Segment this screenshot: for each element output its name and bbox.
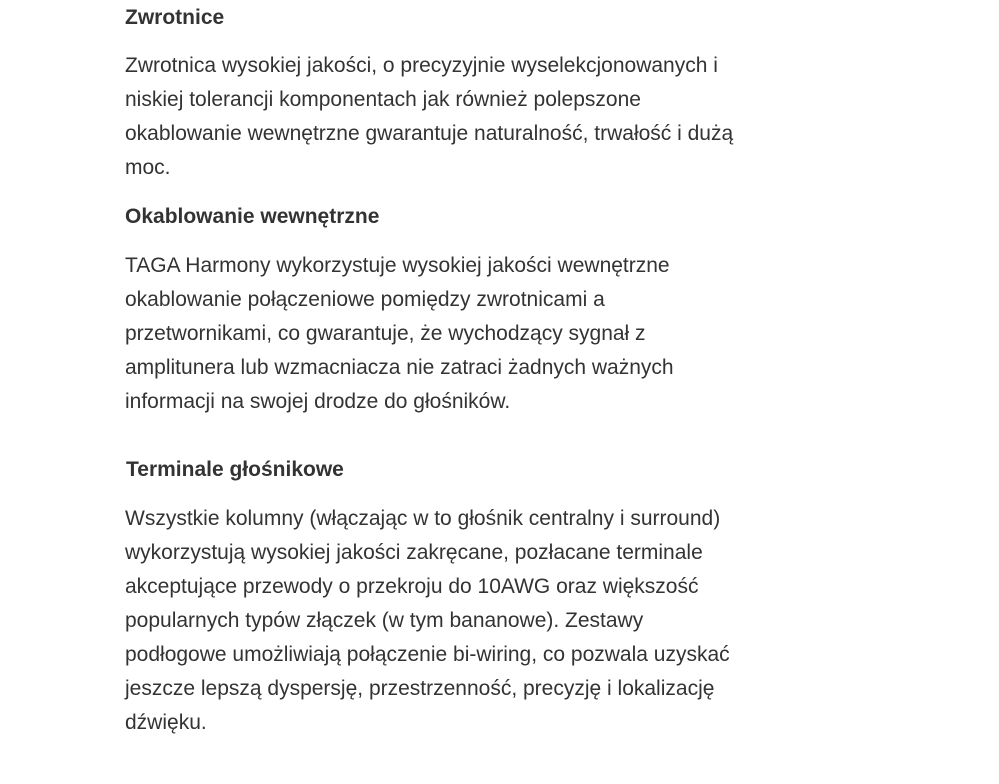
text-line: akceptujące przewody o przekroju do 10AWG oraz większość bbox=[125, 575, 699, 598]
section-text-okablowanie bbox=[125, 249, 785, 419]
text-line: przetwornikami, co gwarantuje, że wychodzący sygnał z bbox=[125, 322, 646, 345]
text-line: niskiej tolerancji komponentach jak również polepszone bbox=[125, 88, 641, 111]
section-title-okablowanie: Okablowanie wewnętrzne bbox=[125, 205, 380, 228]
section-title-zwrotnice: Zwrotnice bbox=[125, 6, 225, 29]
text-line: okablowanie wewnętrzne gwarantuje naturalność, trwałość i dużą bbox=[125, 122, 734, 145]
text-line: Zwrotnica wysokiej jakości, o precyzyjnie wyselekcjonowanych i bbox=[125, 54, 718, 77]
text-line: amplitunera lub wzmacniacza nie zatraci żadnych ważnych bbox=[125, 356, 674, 379]
section-text-zwrotnice bbox=[125, 49, 825, 185]
text-line: popularnych typów złączek (w tym bananowe). Zestawy bbox=[125, 609, 644, 632]
text-line: podłogowe umożliwiają połączenie bi-wiring, co pozwala uzyskać bbox=[125, 643, 730, 666]
text-line: okablowanie połączeniowe pomiędzy zwrotnicami a bbox=[125, 288, 605, 311]
document-page bbox=[92, 0, 822, 784]
text-line: jeszcze lepszą dyspersję, przestrzenność, precyzję i lokalizację bbox=[125, 677, 715, 700]
text-line: wykorzystują wysokiej jakości zakręcane, pozłacane terminale bbox=[125, 541, 703, 564]
text-line: Wszystkie kolumny (włączając w to głośnik centralny i surround) bbox=[125, 507, 721, 530]
text-line: informacji na swojej drodze do głośników. bbox=[125, 390, 511, 413]
section-text-terminale bbox=[125, 502, 825, 740]
text-line: dźwięku. bbox=[125, 711, 207, 734]
text-line: moc. bbox=[125, 156, 171, 179]
text-line: TAGA Harmony wykorzystuje wysokiej jakości wewnętrzne bbox=[125, 254, 670, 277]
section-title-terminale: Terminale głośnikowe bbox=[126, 458, 344, 481]
